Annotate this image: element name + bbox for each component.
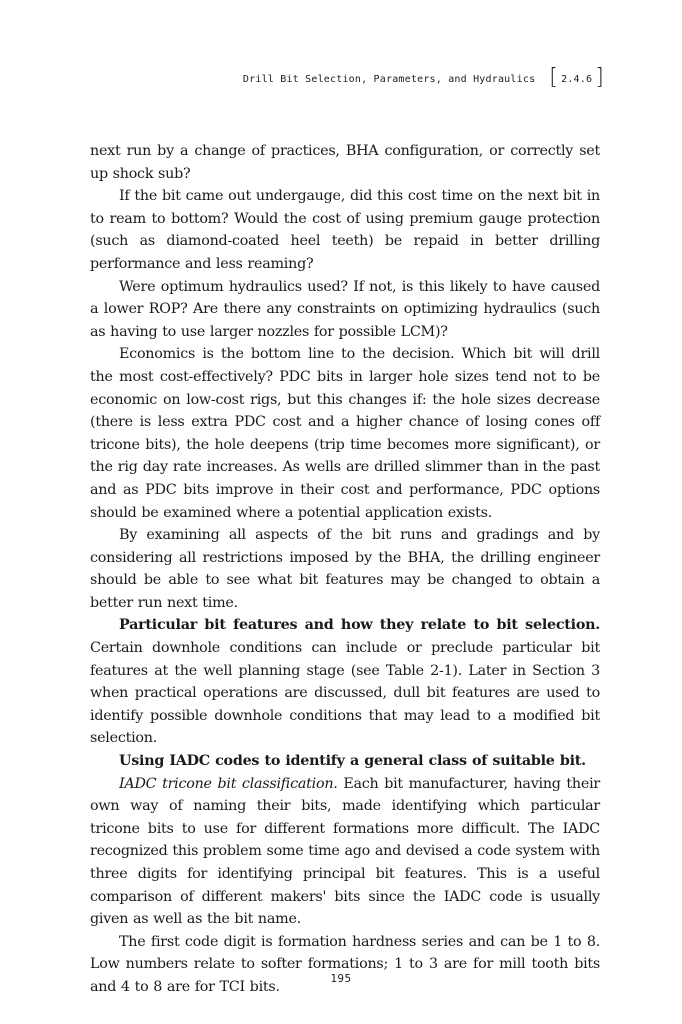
paragraph-3: Were optimum hydraulics used? If not, is this likely to have caused a lower ROP? Are there any constraints on optimizing hydraulics (such as having to use larger nozzles for possible LCM)? (90, 278, 600, 340)
section-bracket-close: ] (595, 65, 604, 90)
paragraph-5: By examining all aspects of the bit runs and gradings and by considering all restrictions imposed by the BHA, the drilling engineer should be able to see what bit features may be changed to obtain a better run next time. (90, 527, 600, 611)
paragraph-9: The first code digit is formation hardness series and can be 1 to 8. Low numbers relate to softer formations; 1 to 3 are for mill tooth bits and 4 to 8 are for TCI bits. (90, 933, 600, 995)
paragraph-7 (90, 750, 600, 773)
body-text (90, 140, 600, 999)
paragraph-8-text: Each bit manufacturer, having their own way of naming their bits, made identifying which particular tricone bits to use for different formations more difficult. The IADC recognized this problem some time ago and devised a code system with three digits for identifying principal bit features. This is a useful comparison of different makers' bits since the IADC code is usually given as well as the bit name. (90, 775, 600, 928)
paragraph-8 (90, 773, 600, 931)
subheading-iadc-codes: Using IADC codes to identify a general class of suitable bit. (119, 753, 586, 770)
paragraph-4: Economics is the bottom line to the decision. Which bit will drill the most cost-effectively? PDC bits in larger hole sizes tend not to be economic on low-cost rigs, but this changes if: the hole sizes decrease (there is less extra PDC cost and a higher chance of losing cones off tricone bits), the hole deepens (trip time becomes more significant), or the rig day rate increases. As wells are drilled slimmer than in the past and as PDC bits improve in their cost and performance, PDC options should be examined where a potential application exists. (90, 346, 600, 521)
paragraph-1: next run by a change of practices, BHA configuration, or correctly set up shock sub? (90, 143, 600, 182)
paragraph-2: If the bit came out undergauge, did this cost time on the next bit in to ream to bottom? Would the cost of using premium gauge protection (such as diamond-coated heel teeth) be repaid in better drilling performance and less reaming? (90, 188, 600, 272)
paragraph-6-text: Certain downhole conditions can include or preclude particular bit features at the well planning stage (see Table 2-1). Later in Section 3 when practical operations are discussed, dull bit features are used to identify possible downhole conditions that may lead to a modified bit selection. (90, 640, 600, 747)
running-header (242, 65, 604, 90)
section-bracket-open: [ (549, 65, 559, 90)
paragraph-6 (90, 614, 600, 750)
subheading-iadc-tricone: IADC tricone bit classification. (119, 775, 338, 792)
running-title: Drill Bit Selection, Parameters, and Hydraulics (242, 73, 536, 85)
subheading-bit-features: Particular bit features and how they relate to bit selection. (119, 617, 600, 634)
section-number: 2.4.6 (561, 73, 593, 85)
page-number: 195 (330, 972, 352, 985)
